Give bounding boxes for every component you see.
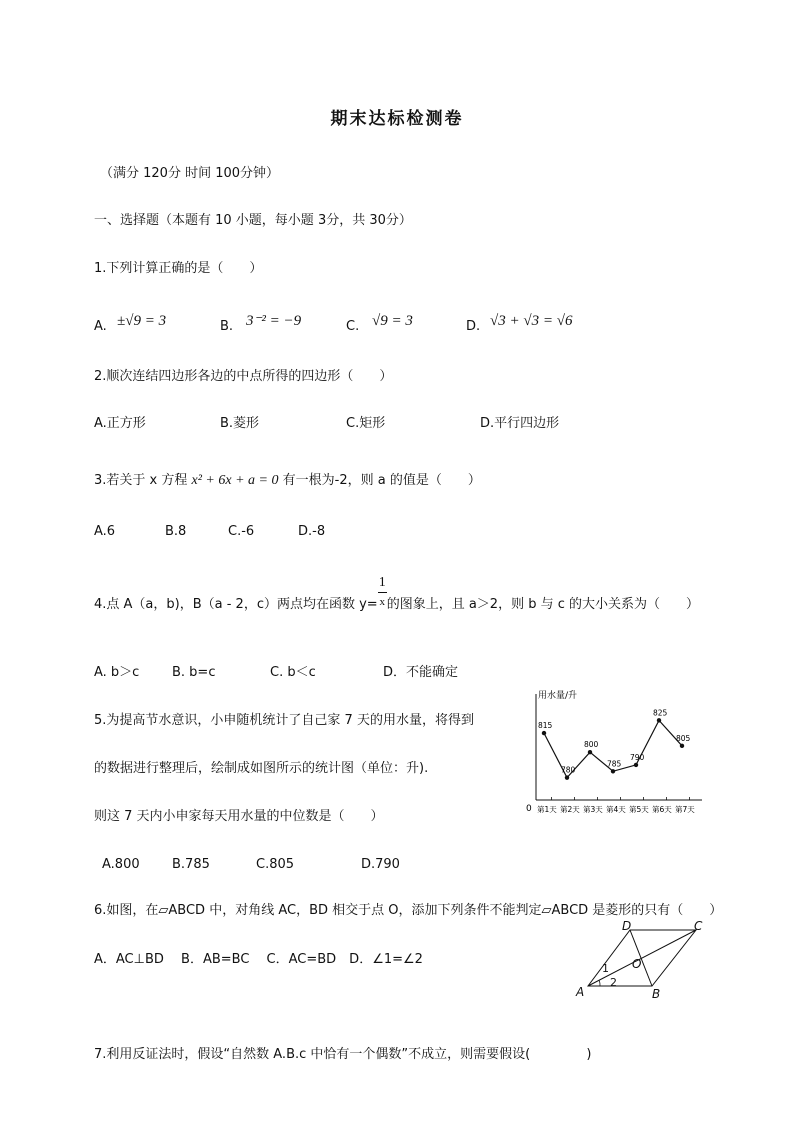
option-d-label: D. — [466, 319, 481, 334]
option-d-expr: √3 + √3 = √6 — [490, 313, 573, 329]
data-label: 780 — [561, 765, 576, 775]
data-label: 805 — [676, 733, 691, 743]
page-title: 期末达标检测卷 — [330, 109, 464, 129]
option-a-label: A. — [94, 319, 107, 334]
water-usage-line-chart — [522, 686, 710, 816]
option-d: D.平行四边形 — [480, 416, 560, 431]
data-point — [588, 750, 592, 754]
point-o-label: O — [632, 957, 642, 971]
fraction-denominator: x — [379, 596, 385, 608]
option-b-expr: 3⁻² = −9 — [246, 313, 302, 329]
data-label: 790 — [630, 752, 645, 762]
option-b: B. b=c — [172, 665, 216, 680]
data-label: 785 — [607, 759, 622, 769]
question-2-stem: 2.顺次连结四边形各边的中点所得的四边形（ ） — [94, 369, 393, 384]
vertex-c-label: C — [694, 919, 703, 933]
option-b: B.菱形 — [220, 416, 260, 431]
vertex-b-label: B — [652, 987, 661, 1001]
question-5-line-1: 5.为提高节水意识，小申随机统计了自己家 7 天的用水量，将得到 — [94, 713, 474, 728]
angle-2-label: 2 — [610, 976, 617, 989]
option-d: D.790 — [361, 857, 400, 872]
data-point — [542, 731, 546, 735]
x-tick-label: 第1天 — [537, 805, 557, 814]
data-label: 800 — [584, 740, 599, 750]
data-label: 825 — [653, 708, 668, 718]
x-tick-label: 第6天 — [652, 805, 672, 814]
question-6-options: A．AC⊥BD B．AB=BC C．AC=BD D．∠1=∠2 — [94, 952, 423, 967]
vertex-d-label: D — [622, 919, 632, 933]
section-heading: 一、选择题（本题有 10 小题，每小题 3分，共 30分） — [94, 213, 412, 228]
option-c: C.805 — [256, 857, 295, 872]
question-7-stem: 7.利用反证法时，假设“自然数 A.B.c 中恰有一个偶数”不成立，则需要假设( ) — [94, 1047, 592, 1062]
question-5-line-2: 的数据进行整理后，绘制成如图所示的统计图（单位：升). — [94, 761, 429, 776]
diagonal-ac — [588, 930, 696, 986]
x-tick-label: 第5天 — [629, 805, 649, 814]
x-tick-label: 第2天 — [560, 805, 580, 814]
chart-origin-label: 0 — [526, 804, 532, 814]
x-tick-label: 第7天 — [675, 805, 695, 814]
option-d: D．不能确定 — [383, 665, 459, 680]
fraction — [378, 574, 387, 611]
option-b: B.8 — [165, 524, 187, 539]
option-c: C. b＜c — [270, 665, 316, 680]
option-a: A. b＞c — [94, 665, 140, 680]
data-point — [565, 775, 569, 779]
option-a: A.800 — [102, 857, 140, 872]
question-4-stem — [94, 575, 700, 623]
exam-info: （满分 120分 时间 100分钟） — [100, 166, 280, 181]
vertex-a-label: A — [576, 985, 585, 999]
option-a: A.6 — [94, 524, 116, 539]
chart-ylabel: 用水量/升 — [538, 691, 578, 701]
option-a: A.正方形 — [94, 416, 146, 431]
data-point — [680, 744, 684, 748]
data-point — [657, 718, 661, 722]
angle-arc — [599, 980, 600, 986]
option-c: C.-6 — [228, 524, 255, 539]
data-point — [611, 769, 615, 773]
option-b-label: B. — [220, 319, 234, 334]
question-1-stem: 1.下列计算正确的是（ ） — [94, 261, 263, 276]
question-6-stem: 6.如图，在▱ABCD 中，对角线 AC，BD 相交于点 O，添加下列条件不能判定▱ABCD 是菱形的只有（ ） — [94, 903, 723, 918]
option-a-expr: ±√9 = 3 — [117, 313, 167, 329]
data-label: 815 — [538, 721, 553, 731]
data-point — [634, 763, 638, 767]
parallelogram-figure — [570, 918, 710, 1002]
question-3-stem-post: 有一根为-2，则 a 的值是（ ） — [282, 473, 481, 488]
question-4-stem-pre: 4.点 A（a，b)，B（a - 2，c）两点均在函数 y= — [94, 597, 378, 612]
option-c: C.矩形 — [346, 416, 386, 431]
question-5-line-3: 则这 7 天内小申家每天用水量的中位数是（ ） — [94, 809, 384, 824]
fraction-numerator: 1 — [378, 574, 387, 593]
equation: x² + 6x + a = 0 — [191, 473, 279, 488]
option-b: B.785 — [172, 857, 210, 872]
option-c-label: C. — [346, 319, 360, 334]
option-c-expr: √9 = 3 — [372, 313, 413, 329]
angle-1-label: 1 — [602, 962, 609, 975]
x-tick-label: 第4天 — [606, 805, 626, 814]
question-4-stem-post: 的图象上，且 a＞2，则 b 与 c 的大小关系为（ ） — [386, 597, 700, 612]
question-3-stem — [94, 472, 481, 490]
question-3-stem-pre: 3.若关于 x 方程 — [94, 473, 188, 488]
x-tick-label: 第3天 — [583, 805, 603, 814]
option-d: D.-8 — [298, 524, 326, 539]
